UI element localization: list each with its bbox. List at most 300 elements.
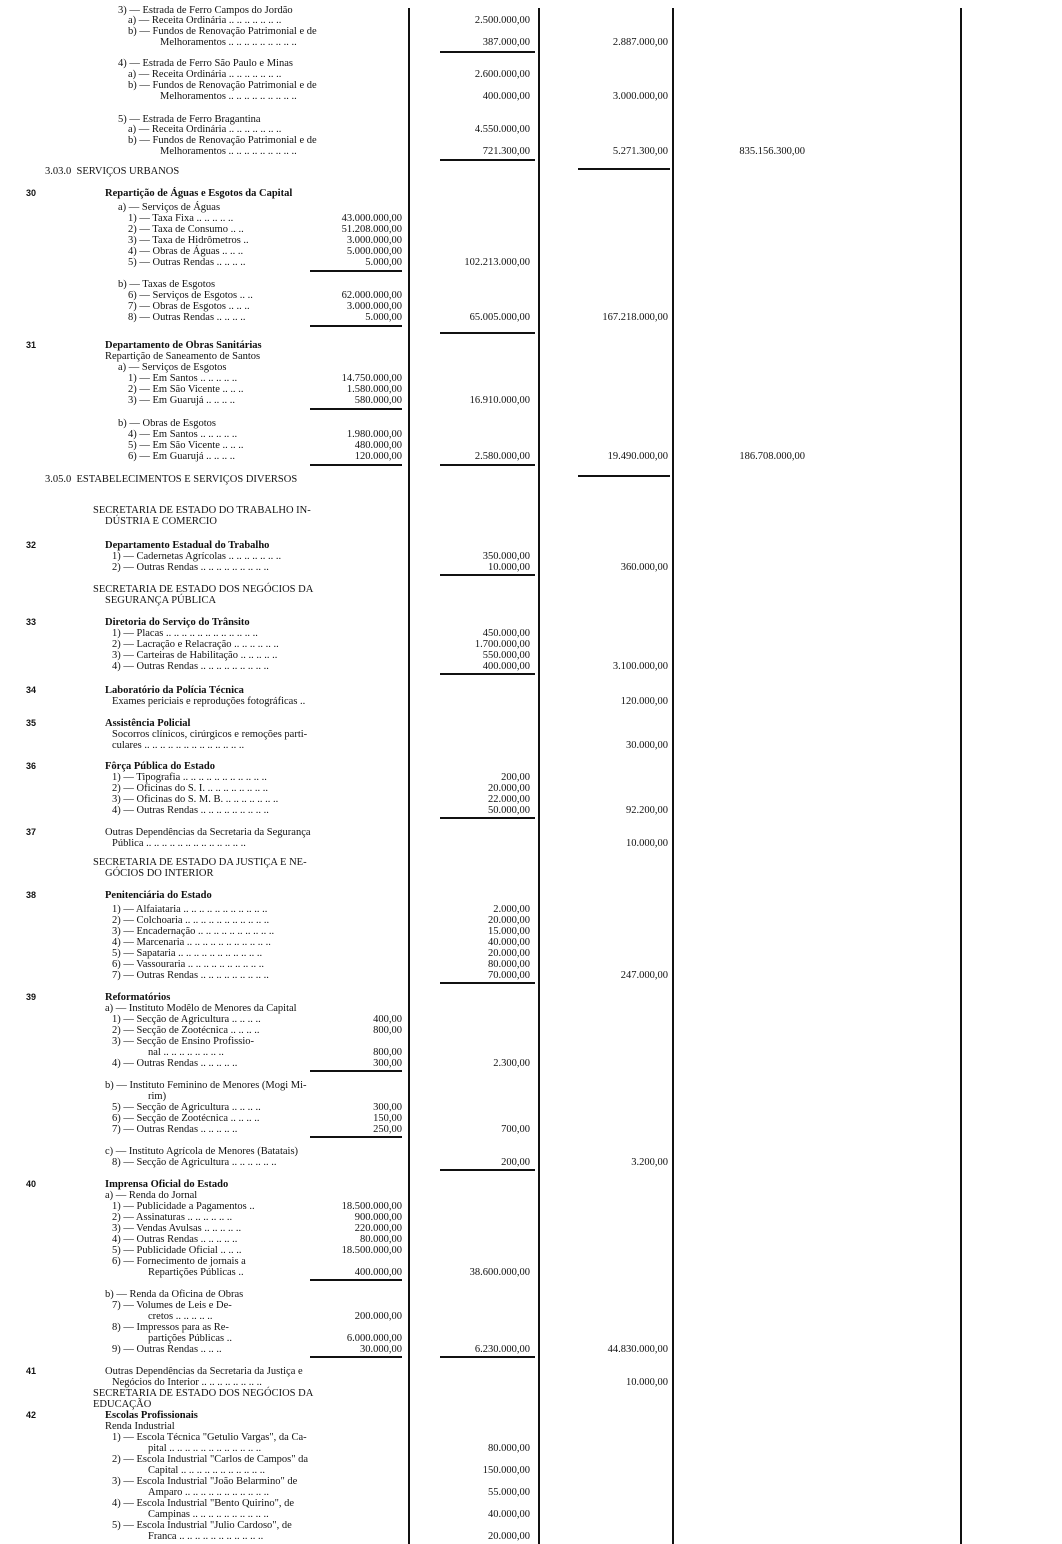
budget-row [0,904,1062,915]
item-description: 4) — Marcenaria .. .. .. .. .. .. .. .. .. .. .. [112,937,271,948]
budget-row [0,970,1062,981]
amount-c1: 51.208.000,00 [341,224,402,235]
item-description: Capital .. .. .. .. .. .. .. .. .. .. .. [148,1465,265,1476]
item-description: Escolas Profissionais [105,1410,198,1421]
amount-c2: 400.000,00 [482,661,530,672]
budget-row [0,362,1062,373]
budget-row [0,1421,1062,1432]
amount-c1: 900.000,00 [354,1212,402,1223]
item-description: 7) — Obras de Esgotos .. .. .. [128,301,250,312]
amount-c3: 167.218.000,00 [602,312,668,323]
budget-row [0,696,1062,707]
item-description: Melhoramentos .. .. .. .. .. .. .. .. .. [160,146,297,157]
rule [310,1279,402,1281]
amount-c2: 55.000,00 [488,1487,530,1498]
amount-c1: 1.580.000,00 [346,384,402,395]
item-description: 9) — Outras Rendas .. .. .. [112,1344,222,1355]
amount-c2: 150.000,00 [482,1465,530,1476]
rule [440,982,535,984]
budget-row [0,135,1062,146]
item-description: Reformatórios [105,992,171,1003]
budget-row [0,1509,1062,1520]
item-description: 4) — Outras Rendas .. .. .. .. .. .. .. .. .. [112,805,269,816]
budget-row [0,1520,1062,1531]
budget-row [0,661,1062,672]
item-description: Melhoramentos .. .. .. .. .. .. .. .. .. [160,91,297,102]
amount-c1: 3.000.000,00 [346,301,402,312]
amount-c1: 480.000,00 [354,440,402,451]
budget-row [0,26,1062,37]
item-description: 3.03.0 SERVIÇOS URBANOS [45,166,180,177]
budget-row [0,1036,1062,1047]
budget-row [0,340,1062,351]
item-number: 36 [26,761,37,771]
amount-c2: 65.005.000,00 [469,312,530,323]
item-description: SECRETARIA DE ESTADO DO TRABALHO IN- [93,505,311,516]
amount-c1: 43.000.000,00 [341,213,402,224]
budget-row [0,351,1062,362]
item-number: 39 [26,992,37,1002]
item-description: 4) — Estrada de Ferro São Paulo e Minas [118,58,293,69]
budget-row [0,37,1062,48]
item-description: Franca .. .. .. .. .. .. .. .. .. .. .. [148,1531,264,1542]
budget-row [0,124,1062,135]
budget-row [0,451,1062,462]
budget-row [0,551,1062,562]
item-description: b) — Fundos de Renovação Patrimonial e de [128,80,317,91]
budget-row [0,91,1062,102]
budget-row [0,628,1062,639]
budget-row [0,1322,1062,1333]
item-description: Repartição de Águas e Esgotos da Capital [105,188,293,199]
amount-c1: 5.000,00 [365,312,402,323]
budget-row [0,418,1062,429]
budget-row [0,937,1062,948]
budget-row [0,1531,1062,1542]
budget-row [0,15,1062,26]
item-description: a) — Serviços de Esgotos [118,362,227,373]
item-description: a) — Serviços de Águas [118,202,221,213]
amount-c3: 360.000,00 [620,562,668,573]
budget-row [0,1300,1062,1311]
item-description: Repartições Públicas .. [148,1267,244,1278]
amount-c2: 40.000,00 [488,1509,530,1520]
budget-row [0,301,1062,312]
budget-row [0,595,1062,606]
item-description: DÚSTRIA E COMERCIO [105,516,218,527]
rule [310,408,402,410]
item-description: 5) — Em São Vicente .. .. .. [128,440,244,451]
item-number: 42 [26,1410,37,1420]
amount-c1: 300,00 [373,1102,402,1113]
amount-c3: 5.271.300,00 [612,146,668,157]
amount-c1: 580.000,00 [354,395,402,406]
budget-row [0,213,1062,224]
amount-c2: 16.910.000,00 [469,395,530,406]
budget-row [0,805,1062,816]
budget-row [0,146,1062,157]
item-description: SECRETARIA DE ESTADO DA JUSTIÇA E NE- [93,857,307,868]
budget-row [0,202,1062,213]
amount-c1: 200.000,00 [354,1311,402,1322]
budget-row [0,1377,1062,1388]
rule [440,1356,535,1358]
amount-c3: 247.000,00 [620,970,668,981]
item-description: a) — Instituto Modêlo de Menores da Capital [105,1003,297,1014]
item-description: 1) — Cadernetas Agrícolas .. .. .. .. .. .. .. [112,551,282,562]
item-description: 7) — Outras Rendas .. .. .. .. .. .. .. .. .. [112,970,269,981]
amount-c1: 400,00 [373,1014,402,1025]
item-description: partições Públicas .. [148,1333,232,1344]
amount-c1: 80.000,00 [360,1234,402,1245]
item-number: 38 [26,890,37,900]
budget-row [0,1388,1062,1399]
item-description: 2) — Oficinas do S. I. .. .. .. .. .. .. .. .. [112,783,269,794]
amount-c2: 550.000,00 [482,650,530,661]
budget-row [0,1113,1062,1124]
amount-c2: 40.000,00 [488,937,530,948]
rule [440,1169,535,1171]
budget-row [0,868,1062,879]
item-description: culares .. .. .. .. .. .. .. .. .. .. .. .. .. [112,740,245,751]
budget-row [0,639,1062,650]
item-description: Departamento Estadual do Trabalho [105,540,270,551]
item-description: Campinas .. .. .. .. .. .. .. .. .. .. [148,1509,269,1520]
budget-row [0,1256,1062,1267]
amount-c2: 350.000,00 [482,551,530,562]
item-description: 7) — Volumes de Leis e De- [112,1300,232,1311]
budget-row [0,474,1062,485]
amount-c1: 3.000.000,00 [346,235,402,246]
item-description: 1) — Placas .. .. .. .. .. .. .. .. .. .. .. .. [112,628,258,639]
amount-c2: 2.300,00 [493,1058,530,1069]
budget-row [0,1366,1062,1377]
budget-row [0,540,1062,551]
amount-c1: 62.000.000,00 [341,290,402,301]
amount-c2: 20.000,00 [488,1531,530,1542]
item-description: 8) — Outras Rendas .. .. .. .. [128,312,246,323]
budget-row [0,1487,1062,1498]
budget-row [0,926,1062,937]
item-description: a) — Receita Ordinária .. .. .. .. .. .. .. [128,15,282,26]
item-number: 34 [26,685,37,695]
amount-c2: 2.580.000,00 [474,451,530,462]
budget-row [0,562,1062,573]
item-number: 32 [26,540,37,550]
item-description: 3) — Oficinas do S. M. B. .. .. .. .. .. .. .. [112,794,279,805]
budget-row [0,857,1062,868]
amount-c1: 150,00 [373,1113,402,1124]
rule [440,817,535,819]
item-description: 5) — Secção de Agricultura .. .. .. .. [112,1102,261,1113]
item-description: 6) — Vassouraria .. .. .. .. .. .. .. .. .. .. [112,959,265,970]
amount-c1: 18.500.000,00 [341,1245,402,1256]
item-description: b) — Obras de Esgotos [118,418,216,429]
budget-row [0,1289,1062,1300]
budget-row [0,1025,1062,1036]
item-description: 2) — Colchoaria .. .. .. .. .. .. .. .. .. .. .. [112,915,270,926]
budget-row [0,1212,1062,1223]
budget-row [0,58,1062,69]
item-description: EDUCAÇÃO [93,1399,152,1410]
budget-row [0,1454,1062,1465]
item-description: 1) — Em Santos .. .. .. .. .. [128,373,238,384]
budget-row [0,1223,1062,1234]
item-description: b) — Fundos de Renovação Patrimonial e de [128,26,317,37]
item-description: 1) — Publicidade a Pagamentos .. [112,1201,255,1212]
amount-c1: 220.000,00 [354,1223,402,1234]
budget-row [0,1432,1062,1443]
budget-row [0,395,1062,406]
amount-c1: 30.000,00 [360,1344,402,1355]
budget-row [0,1234,1062,1245]
item-description: 1) — Tipografia .. .. .. .. .. .. .. .. .. .. .. [112,772,267,783]
rule [310,1070,402,1072]
item-description: SECRETARIA DE ESTADO DOS NEGÓCIOS DA [93,1388,314,1399]
budget-row [0,1443,1062,1454]
amount-c3: 44.830.000,00 [607,1344,668,1355]
item-description: 6) — Em Guarujá .. .. .. .. [128,451,236,462]
budget-row [0,1102,1062,1113]
item-description: 3) — Encadernação .. .. .. .. .. .. .. .. .. .. [112,926,275,937]
item-description: 3) — Em Guarujá .. .. .. .. [128,395,236,406]
budget-row [0,794,1062,805]
amount-c1: 18.500.000,00 [341,1201,402,1212]
item-description: 6) — Secção de Zootécnica .. .. .. .. [112,1113,260,1124]
amount-c3: 92.200,00 [626,805,668,816]
item-description: Pública .. .. .. .. .. .. .. .. .. .. .. .. .. [112,838,246,849]
budget-row [0,761,1062,772]
amount-c2: 2.000,00 [493,904,530,915]
amount-c1: 800,00 [373,1047,402,1058]
amount-c2: 20.000,00 [488,948,530,959]
item-description: 2) — Outras Rendas .. .. .. .. .. .. .. .. .. [112,562,269,573]
amount-c2: 80.000,00 [488,959,530,970]
item-description: Renda Industrial [105,1421,175,1432]
budget-row [0,1157,1062,1168]
budget-row [0,290,1062,301]
item-description: 4) — Escola Industrial "Bento Quirino", de [112,1498,295,1509]
rule [310,325,402,327]
item-description: 4) — Em Santos .. .. .. .. .. [128,429,238,440]
amount-c2: 20.000,00 [488,783,530,794]
budget-row [0,650,1062,661]
budget-row [0,729,1062,740]
item-description: 2) — Assinaturas .. .. .. .. .. .. [112,1212,233,1223]
item-description: 3) — Carteiras de Habilitação .. .. .. .. .. [112,650,278,661]
item-description: 5) — Estrada de Ferro Bragantina [118,114,261,125]
budget-row [0,1311,1062,1322]
amount-c2: 387.000,00 [482,37,530,48]
amount-c2: 15.000,00 [488,926,530,937]
rule [440,159,535,161]
rule [440,464,535,466]
budget-row [0,1014,1062,1025]
amount-c2: 70.000,00 [488,970,530,981]
item-description: rim) [148,1091,167,1102]
budget-row [0,783,1062,794]
budget-row [0,1047,1062,1058]
item-description: 4) — Outras Rendas .. .. .. .. .. [112,1234,238,1245]
budget-row [0,429,1062,440]
item-description: SEGURANÇA PÚBLICA [105,595,217,606]
item-description: cretos .. .. .. .. .. [148,1311,213,1322]
budget-row [0,1124,1062,1135]
item-description: b) — Fundos de Renovação Patrimonial e de [128,135,317,146]
amount-c1: 14.750.000,00 [341,373,402,384]
amount-c2: 400.000,00 [482,91,530,102]
item-description: 3) — Secção de Ensino Profissio- [112,1036,255,1047]
budget-row [0,516,1062,527]
budget-row [0,69,1062,80]
item-number: 35 [26,718,37,728]
item-description: 3.05.0 ESTABELECIMENTOS E SERVIÇOS DIVERSOS [45,474,298,485]
item-description: 1) — Taxa Fixa .. .. .. .. .. [128,213,234,224]
budget-row [0,915,1062,926]
budget-row [0,1344,1062,1355]
amount-c1: 5.000,00 [365,257,402,268]
amount-c4: 186.708.000,00 [739,451,805,462]
item-description: b) — Renda da Oficina de Obras [105,1289,244,1300]
item-number: 33 [26,617,37,627]
budget-row [0,1410,1062,1421]
item-description: c) — Instituto Agrícola de Menores (Batatais) [105,1146,299,1157]
item-number: 41 [26,1366,37,1376]
item-description: 5) — Publicidade Oficial .. .. .. [112,1245,242,1256]
item-description: 1) — Secção de Agricultura .. .. .. .. [112,1014,261,1025]
budget-row [0,224,1062,235]
budget-row [0,279,1062,290]
budget-row [0,1058,1062,1069]
budget-row [0,505,1062,516]
budget-row [0,188,1062,199]
item-description: Departamento de Obras Sanitárias [105,340,262,351]
rule [310,270,402,272]
budget-row [0,685,1062,696]
budget-row [0,1003,1062,1014]
amount-c1: 800,00 [373,1025,402,1036]
budget-row [0,257,1062,268]
amount-c2: 2.500.000,00 [474,15,530,26]
budget-row [0,1399,1062,1410]
amount-c2: 1.700.000,00 [474,639,530,650]
item-description: 6) — Serviços de Esgotos .. .. [128,290,253,301]
amount-c1: 6.000.000,00 [346,1333,402,1344]
budget-row [0,617,1062,628]
item-number: 40 [26,1179,37,1189]
item-description: Laboratório da Polícia Técnica [105,685,244,696]
budget-row [0,992,1062,1003]
amount-c1: 1.980.000,00 [346,429,402,440]
item-description: Melhoramentos .. .. .. .. .. .. .. .. .. [160,37,297,48]
amount-c1: 250,00 [373,1124,402,1135]
item-description: Repartição de Saneamento de Santos [105,351,261,362]
budget-row [0,1190,1062,1201]
rule [440,574,535,576]
item-description: 2) — Em São Vicente .. .. .. [128,384,244,395]
budget-row [0,235,1062,246]
amount-c1: 300,00 [373,1058,402,1069]
item-number: 31 [26,340,37,350]
item-description: pital .. .. .. .. .. .. .. .. .. .. .. .. [148,1443,262,1454]
item-description: b) — Taxas de Esgotos [118,279,216,290]
rule [310,1356,402,1358]
item-description: Imprensa Oficial do Estado [105,1179,229,1190]
item-description: Socorros clínicos, cirúrgicos e remoções parti- [112,729,308,740]
budget-row [0,373,1062,384]
amount-c4: 835.156.300,00 [739,146,805,157]
item-description: 3) — Escola Industrial "João Belarmino" de [112,1476,298,1487]
amount-c2: 50.000,00 [488,805,530,816]
item-number: 37 [26,827,37,837]
amount-c3: 2.887.000,00 [612,37,668,48]
budget-row [0,246,1062,257]
item-description: Negócios do Interior .. .. .. .. .. .. .. .. [112,1377,262,1388]
amount-c3: 19.490.000,00 [607,451,668,462]
amount-c2: 10.000,00 [488,562,530,573]
amount-c2: 200,00 [501,772,530,783]
amount-c2: 700,00 [501,1124,530,1135]
item-description: 2) — Secção de Zootécnica .. .. .. .. [112,1025,260,1036]
budget-row [0,1179,1062,1190]
budget-row [0,890,1062,901]
amount-c2: 450.000,00 [482,628,530,639]
item-description: 4) — Outras Rendas .. .. .. .. .. .. .. .. .. [112,661,269,672]
amount-c2: 20.000,00 [488,915,530,926]
item-description: 3) — Vendas Avulsas .. .. .. .. .. [112,1223,242,1234]
budget-row [0,1201,1062,1212]
amount-c3: 3.100.000,00 [612,661,668,672]
budget-row [0,166,1062,177]
item-description: 4) — Outras Rendas .. .. .. .. .. [112,1058,238,1069]
budget-row [0,948,1062,959]
budget-row [0,740,1062,751]
item-description: 5) — Sapataria .. .. .. .. .. .. .. .. .. .. .. [112,948,263,959]
rule [310,1136,402,1138]
item-description: 2) — Lacração e Relacração .. .. .. .. .. .. [112,639,279,650]
amount-c3: 3.200,00 [631,1157,668,1168]
item-description: 6) — Fornecimento de jornais a [112,1256,246,1267]
rule [310,464,402,466]
item-description: Diretoria do Serviço do Trânsito [105,617,250,628]
amount-c2: 38.600.000,00 [469,1267,530,1278]
item-description: Exames periciais e reproduções fotográficas .. [112,696,306,707]
item-description: 8) — Secção de Agricultura .. .. .. .. .. .. [112,1157,277,1168]
rule [440,673,535,675]
amount-c1: 5.000.000,00 [346,246,402,257]
budget-row [0,584,1062,595]
item-description: Amparo .. .. .. .. .. .. .. .. .. .. .. [148,1487,270,1498]
budget-row [0,1333,1062,1344]
amount-c3: 3.000.000,00 [612,91,668,102]
amount-c2: 200,00 [501,1157,530,1168]
item-description: 3) — Estrada de Ferro Campos do Jordão [118,5,293,16]
amount-c2: 6.230.000,00 [474,1344,530,1355]
budget-row [0,1080,1062,1091]
budget-row [0,440,1062,451]
item-description: Outras Dependências da Secretaria da Justiça e [105,1366,303,1377]
amount-c2: 2.600.000,00 [474,69,530,80]
budget-row [0,80,1062,91]
budget-row [0,1465,1062,1476]
amount-c1: 120.000,00 [354,451,402,462]
budget-row [0,312,1062,323]
rule [440,332,535,334]
amount-c2: 4.550.000,00 [474,124,530,135]
budget-row [0,384,1062,395]
item-number: 30 [26,188,37,198]
budget-row [0,1091,1062,1102]
